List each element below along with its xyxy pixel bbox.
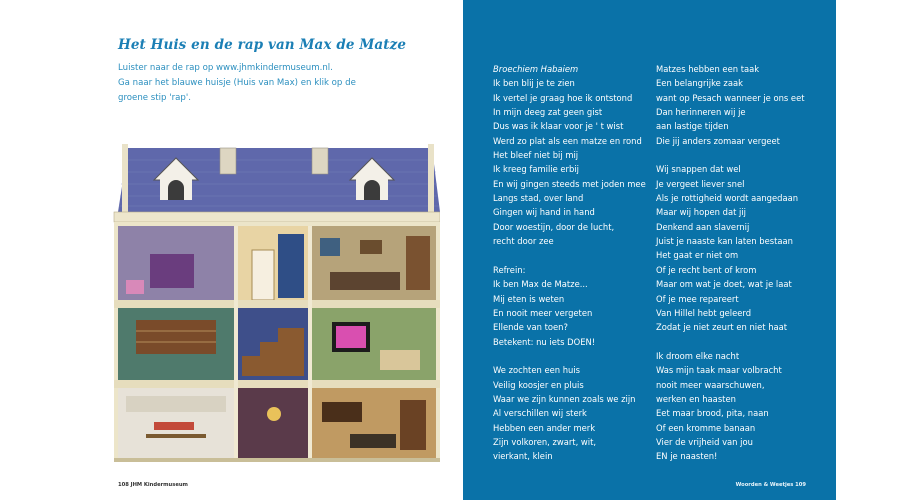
poem-line: Of je recht bent of krom <box>656 264 757 275</box>
poem-line: want op Pesach wanneer je ons eet <box>656 92 805 103</box>
poem-line: Het gaat er niet om <box>656 250 739 261</box>
left-page <box>88 0 463 500</box>
intro-line: groene stip 'rap'. <box>118 93 191 103</box>
poem-line: In mijn deeg zat geen gist <box>493 107 603 118</box>
poem-line: Door woestijn, door de lucht, <box>493 221 615 232</box>
poem-line: Ellende van toen? <box>493 322 568 333</box>
stanza-gap <box>656 335 805 349</box>
poem-line: nooit meer waarschuwen, <box>656 379 765 390</box>
chimney <box>312 148 328 174</box>
poem-line: Ik ben blij je te zien <box>493 78 575 89</box>
poem-line: Dan herinneren wij je <box>656 107 746 118</box>
poem-line: vierkant, klein <box>493 451 553 462</box>
poem-line: Ik kreeg familie erbij <box>493 164 579 175</box>
poem-line: Of je mee repareert <box>656 293 739 304</box>
poem-line: Een belangrijke zaak <box>656 78 743 89</box>
poem-line: Van Hillel hebt geleerd <box>656 307 752 318</box>
poem-line: Waar we zijn kunnen zoals we zijn <box>493 393 636 404</box>
poem-line: Matzes hebben een taak <box>656 64 760 74</box>
poem-heading: Broechiem Habaiem <box>493 64 579 74</box>
poem-line: Maar om wat je doet, wat je laat <box>656 279 792 290</box>
poem-line: Wij snappen dat wel <box>656 164 741 175</box>
poem-line: Juist je naaste kan laten bestaan <box>656 236 793 247</box>
poem-line: Betekent: nu iets DOEN! <box>493 336 596 347</box>
page-folio: Woorden & Weetjes 109 <box>735 482 806 488</box>
poem-line: Langs stad, over land <box>493 193 584 204</box>
stanza-gap <box>656 148 805 162</box>
poem-line: Als je rottigheid wordt aangedaan <box>656 193 799 204</box>
poem-line: En nooit meer vergeten <box>493 307 593 318</box>
poem-line: Vier de vrijheid van jou <box>656 436 753 447</box>
poem-line: Maar wij hopen dat jij <box>656 207 747 218</box>
dollhouse-image <box>110 144 440 462</box>
poem-line: Gingen wij hand in hand <box>493 207 595 218</box>
intro-line: Ga naar het blauwe huisje (Huis van Max) en klik op de <box>118 78 356 88</box>
poem-line: recht door zee <box>493 236 554 247</box>
poem-line: Werd zo plat als een matze en rond <box>493 135 642 146</box>
poem-line: EN je naasten! <box>656 451 718 462</box>
poem-line: Ik ben Max de Matze... <box>493 279 588 290</box>
poem-line: Denkend aan slavernij <box>656 221 750 232</box>
poem-line: Of een kromme banaan <box>656 422 756 433</box>
poem-line: Je vergeet liever snel <box>656 178 745 189</box>
poem-line: Zijn volkoren, zwart, wit, <box>493 436 597 447</box>
poem-line: Ik vertel je graag hoe ik ontstond <box>493 92 633 103</box>
poem-line: Eet maar brood, pita, naan <box>656 408 769 419</box>
right-page <box>463 0 836 500</box>
poem-line: Zodat je niet zeurt en niet haat <box>656 322 788 333</box>
intro-line: Luister naar de rap op www.jhmkindermuseum.nl. <box>118 63 333 73</box>
poem-line: Ik droom elke nacht <box>656 350 740 361</box>
poem-column <box>656 62 805 464</box>
stanza-gap <box>493 248 646 262</box>
intro-text <box>118 61 418 106</box>
room-cellar <box>238 388 308 458</box>
poem-line: Veilig koosjer en pluis <box>493 379 584 390</box>
poem-line: Hebben een ander merk <box>493 422 596 433</box>
poem-column <box>493 62 646 464</box>
poem-line: Al verschillen wij sterk <box>493 408 587 419</box>
poem-line: Dus was ik klaar voor je ' t wist <box>493 121 624 132</box>
poem-line: Refrein: <box>493 264 526 275</box>
page-title: Het Huis en de rap van Max de Matze <box>118 37 407 53</box>
poem-line: We zochten een huis <box>493 365 581 376</box>
chimney <box>220 148 236 174</box>
stanza-gap <box>493 349 646 363</box>
poem-line: aan lastige tijden <box>656 121 729 132</box>
poem-line: Was mijn taak maar volbracht <box>656 365 782 376</box>
poem-line: En wij gingen steeds met joden mee <box>493 178 646 189</box>
poem-line: werken en haasten <box>656 393 736 404</box>
page-folio: 108 JHM Kindermuseum <box>118 482 188 488</box>
poem-line: Mij eten is weten <box>493 293 565 304</box>
poem-line: Die jij anders zomaar vergeet <box>656 135 780 146</box>
poem-line: Het bleef niet bij mij <box>493 150 579 161</box>
